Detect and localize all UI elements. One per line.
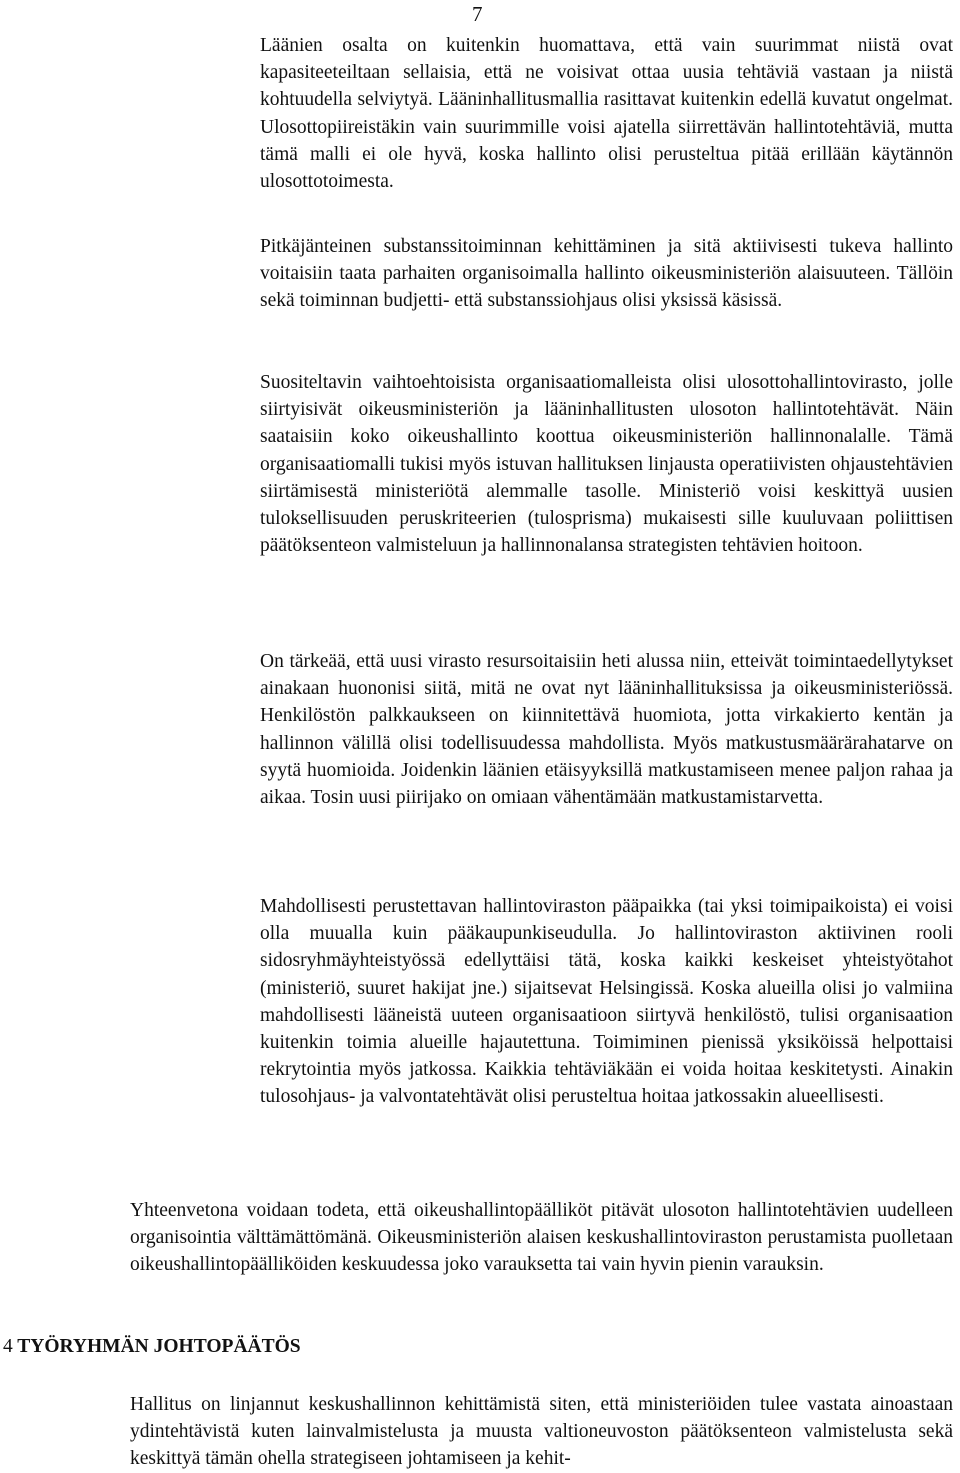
paragraph-resursointi: On tärkeää, että uusi virasto resursoitaisiin heti alussa niin, etteivät toimintaedellytykset ainakaan huononisi siitä, mitä ne ovat nyt lääninhallituksissa ja oikeusministeriössä. Henkilöstön palkkaukseen on kiinnitettävä huomiota, jotta virkakierto kentän ja hallinnon välillä olisi todellisuudessa mahdollista. Myös matkustusmäärärahatarve on syytä huomioida. Joidenkin läänien etäisyyksillä matkustamiseen menee paljon rahaa ja aikaa. Tosin uusi piirijako on omiaan vähentämään matkustamistarvetta.: [260, 651, 953, 809]
section-title: TYÖRYHMÄN JOHTOPÄÄTÖS: [17, 1336, 301, 1357]
paragraph-paapaikka: Mahdollisesti perustettavan hallintoviraston pääpaikka (tai yksi toimipaikoista) ei voisi olla muualla kuin pääkaupunkiseudulla. Jo hallintoviraston aktiivinen rooli sidosryhmäyhteistyössä edellyttäisi tätä, koska kaikki keskeiset yhteistyötahot (ministeriö, suuret hakijat jne.) sijaitsevat Helsingissä. Koska alueilla olisi jo valmiina mahdollisesti lääneistä uuteen organisaatioon siirtyvä henkilöstö, tulisi organisaation kuitenkin toimia alueille hajautettuna. Toimiminen pienissä yksiköissä helpottaisi rekrytointia myös jatkossa. Kaikkia tehtäviäkään ei voida hoitaa keskitetysti. Ainakin tulosohjaus- ja valvontatehtävät olisi perusteltua hoitaa jatkossakin alueellisesti.: [260, 896, 953, 1108]
paragraph-suositeltavin-malli: Suositeltavin vaihtoehtoisista organisaatiomalleista olisi ulosottohallintovirasto, jolle siirtyisivät oikeusministeriön ja lääninhallitusten ulosoton hallintotehtävät. Näin saataisiin koko oikeushallinto koottua oikeusministeriön hallinnonalalle. Tämä organisaatiomalli tukisi myös istuvan hallituksen linjausta operatiivisten ohjaustehtävien siirtämisestä ministeriötä alemmalle tasolle. Ministeriö voisi keskittyä uusien tuloksellisuuden peruskriteerien (tulosprisma) mukaisesti sille kuuluvaan poliittisen päätöksenteon valmisteluun ja hallinnonalansa strategisten tehtävien hoitoon.: [260, 372, 953, 557]
section-heading: [3, 1333, 301, 1361]
paragraph-yhteenveto: Yhteenvetona voidaan todeta, että oikeushallintopäälliköt pitävät ulosoton hallintotehtävien uudelleen organisointia välttämättömänä. Oikeusministeriön alaisen keskushallintoviraston perustamista puolletaan oikeushallintopäälliköiden keskuudessa joko varauksetta tai vain hyvin pienin varauksin.: [130, 1200, 953, 1276]
paragraph-pitkajanteinen-kehittaminen: Pitkäjänteinen substanssitoiminnan kehittäminen ja sitä aktiivisesti tukeva hallinto voitaisiin taata parhaiten organisoimalla hallinto oikeusministeriön alaisuuteen. Tällöin sekä toiminnan budjetti- että substanssiohjaus olisi yksissä käsissä.: [260, 236, 953, 312]
paragraph-hallituksen-linjaus: Hallitus on linjannut keskushallinnon kehittämistä siten, että ministeriöiden tulee vastata ainoastaan ydintehtävistä kuten lainvalmistelusta ja muusta valtioneuvoston päätöksenteon valmistelusta sekä keskittyä tämän ohella strategiseen johtamiseen ja kehit-: [130, 1394, 953, 1470]
paragraph-lanien-kapasiteetti: Läänien osalta on kuitenkin huomattava, että vain suurimmat niistä ovat kapasiteeteiltaan sellaisia, että ne voisivat ottaa uusia tehtäviä vastaan ja niistä kohtuudella selviytyä. Lääninhallitusmallia rasittavat kuitenkin edellä kuvatut ongelmat. Ulosottopiireistäkin vain suurimmille voisi ajatella siirrettävän hallintotehtäviä, mutta tämä malli ei ole hyvä, koska hallinto olisi perusteltua pitää erillään käytännön ulosottotoimesta.: [260, 35, 953, 193]
page-number: 7: [472, 2, 483, 26]
section-number: 4: [3, 1336, 13, 1357]
